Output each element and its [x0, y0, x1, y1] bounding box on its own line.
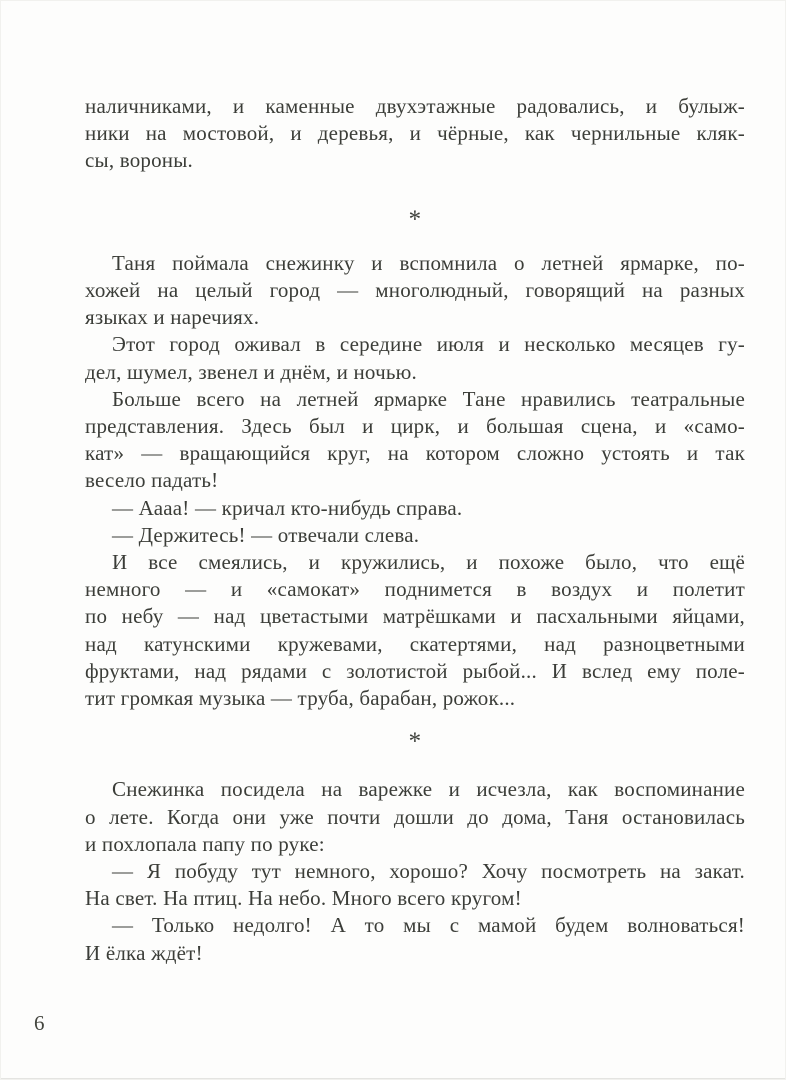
text-line: — Я побуду тут немного, хорошо? Хочу посмотреть на закат.: [112, 859, 745, 884]
text-line: языках и наречиях.: [85, 305, 260, 330]
section-break-star-2: *: [408, 728, 422, 756]
text-line: наличниками, и каменные двухэтажные радовались, и булыж-: [85, 94, 745, 118]
text-line: — Держитесь! — отвечали слева.: [112, 522, 420, 547]
text-line: над катунскими кружевами, скатертями, над разноцветными: [85, 631, 745, 656]
text-line: И все смеялись, и кружились, и похоже было, что ещё: [112, 550, 745, 575]
text-line: Таня поймала снежинку и вспомнила о летней ярмарке, по-: [112, 250, 745, 275]
page-number: 6: [34, 1011, 45, 1035]
text-line: и похлопала папу по руке:: [85, 831, 325, 856]
text-line: ники на мостовой, и деревья, и чёрные, как чернильные кляк-: [85, 121, 745, 146]
paragraph-1: [85, 93, 745, 175]
text-line: сы, вороны.: [85, 148, 193, 173]
text-line: кат» — вращающийся круг, на котором сложно устоять и так: [85, 441, 745, 466]
text-line: хожей на целый город — многолюдный, говорящий на разных: [85, 278, 745, 302]
text-line: И ёлка ждёт!: [85, 940, 203, 965]
text-line: На свет. На птиц. На небо. Много всего кругом!: [85, 886, 522, 911]
text-line: весело падать!: [85, 468, 219, 493]
paragraph-5: [85, 549, 745, 712]
paragraph-6: [85, 776, 745, 858]
dialogue-4: [85, 912, 745, 966]
text-line: о лете. Когда они уже почти дошли до дома, Таня остановилась: [85, 804, 745, 829]
text-line: дел, шумел, звенел и днём, и ночью.: [85, 359, 417, 384]
paragraph-2: [85, 250, 745, 332]
text-line: — Аааа! — кричал кто-нибудь справа.: [112, 495, 463, 520]
dialogue-1: [85, 495, 745, 522]
paragraph-4: [85, 386, 745, 495]
text-line: Снежинка посидела на варежке и исчезла, как воспоминание: [112, 777, 745, 802]
text-line: немного — и «самокат» поднимется в воздух и полетит: [85, 577, 745, 602]
dialogue-3: [85, 858, 745, 912]
section-break-star-1: *: [408, 205, 422, 233]
dialogue-2: [85, 522, 745, 549]
text-line: по небу — над цветастыми матрёшками и пасхальными яйцами,: [85, 604, 745, 629]
text-line: представления. Здесь был и цирк, и большая сцена, и «само-: [85, 414, 745, 439]
text-line: — Только недолго! А то мы с мамой будем волноваться!: [112, 913, 745, 938]
text-line: Больше всего на летней ярмарке Тане нравились театральные: [112, 386, 745, 411]
text-column: [85, 93, 745, 967]
paragraph-3: [85, 331, 745, 385]
text-line: Этот город оживал в середине июля и несколько месяцев гу-: [112, 332, 745, 357]
text-line: фруктами, над рядами с золотистой рыбой... И вслед ему поле-: [85, 658, 745, 683]
text-line: тит громкая музыка — труба, барабан, рожок...: [85, 686, 516, 711]
